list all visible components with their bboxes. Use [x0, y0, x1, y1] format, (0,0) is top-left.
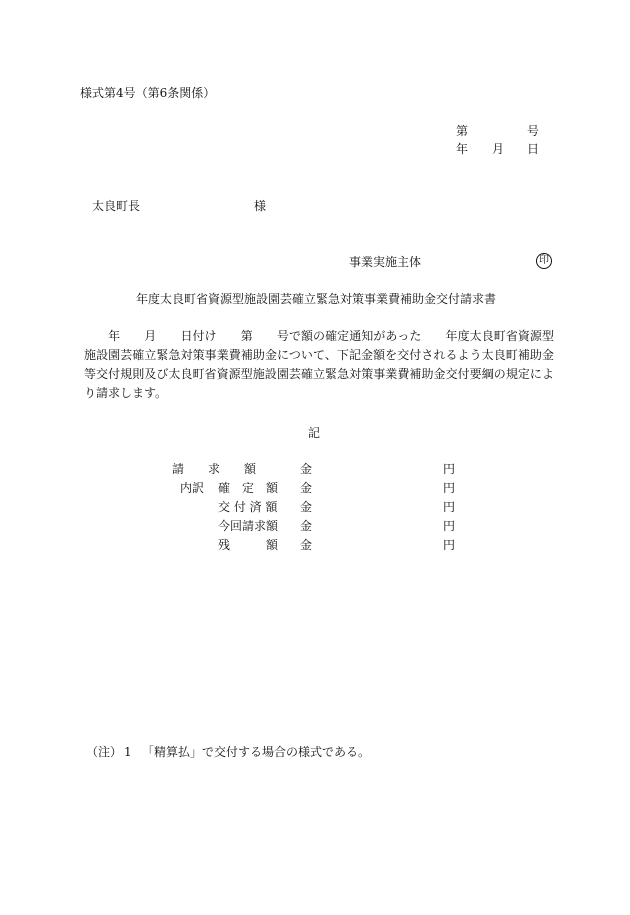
form-label: 様式第4号（第6条関係）	[80, 86, 216, 100]
document-title: 年度太良町省資源型施設園芸確立緊急対策事業費補助金交付請求書	[136, 292, 497, 306]
date-month: 月	[492, 142, 505, 156]
note-label: （注）	[86, 745, 123, 759]
row-kin: 金	[300, 519, 313, 533]
row-yen: 円	[443, 519, 456, 533]
row-label: 残 額	[218, 538, 279, 552]
row-label: 確 定 額	[218, 481, 279, 495]
body-paragraph: 年 月 日付け 第 号で額の確定通知があった 年度太良町省資源型施設園芸確立緊急対策事業費補助金について、下記金額を交付されるよう太良町補助金等交付規則及び太良町省資源型施設園芸確立緊急対策事業費補助金交付要綱の規定により請求します。	[84, 329, 554, 400]
row-label: 今回請求額	[218, 519, 279, 533]
row-kin: 金	[300, 500, 313, 514]
row-kin: 金	[300, 538, 313, 552]
note-text: 「精算払」で交付する場合の様式である。	[142, 745, 371, 759]
row-yen: 円	[443, 500, 456, 514]
note-number: 1	[124, 745, 132, 759]
row-label: 交 付 済 額	[218, 500, 278, 514]
recipient-honorific: 様	[254, 199, 267, 213]
row-yen: 円	[443, 462, 456, 476]
ki-heading: 記	[308, 426, 321, 440]
row-prefix: 内訳	[180, 481, 205, 495]
number-dai: 第	[456, 124, 469, 138]
row-kin: 金	[300, 481, 313, 495]
recipient-name: 太良町長	[92, 199, 141, 213]
date-year: 年	[456, 142, 469, 156]
row-yen: 円	[443, 481, 456, 495]
date-day: 日	[527, 142, 540, 156]
applicant-label: 事業実施主体	[349, 255, 422, 269]
number-go: 号	[527, 124, 540, 138]
row-yen: 円	[443, 538, 456, 552]
row-kin: 金	[300, 462, 313, 476]
row-label: 請 求 額	[172, 462, 257, 476]
seal-mark: 印	[536, 253, 552, 269]
